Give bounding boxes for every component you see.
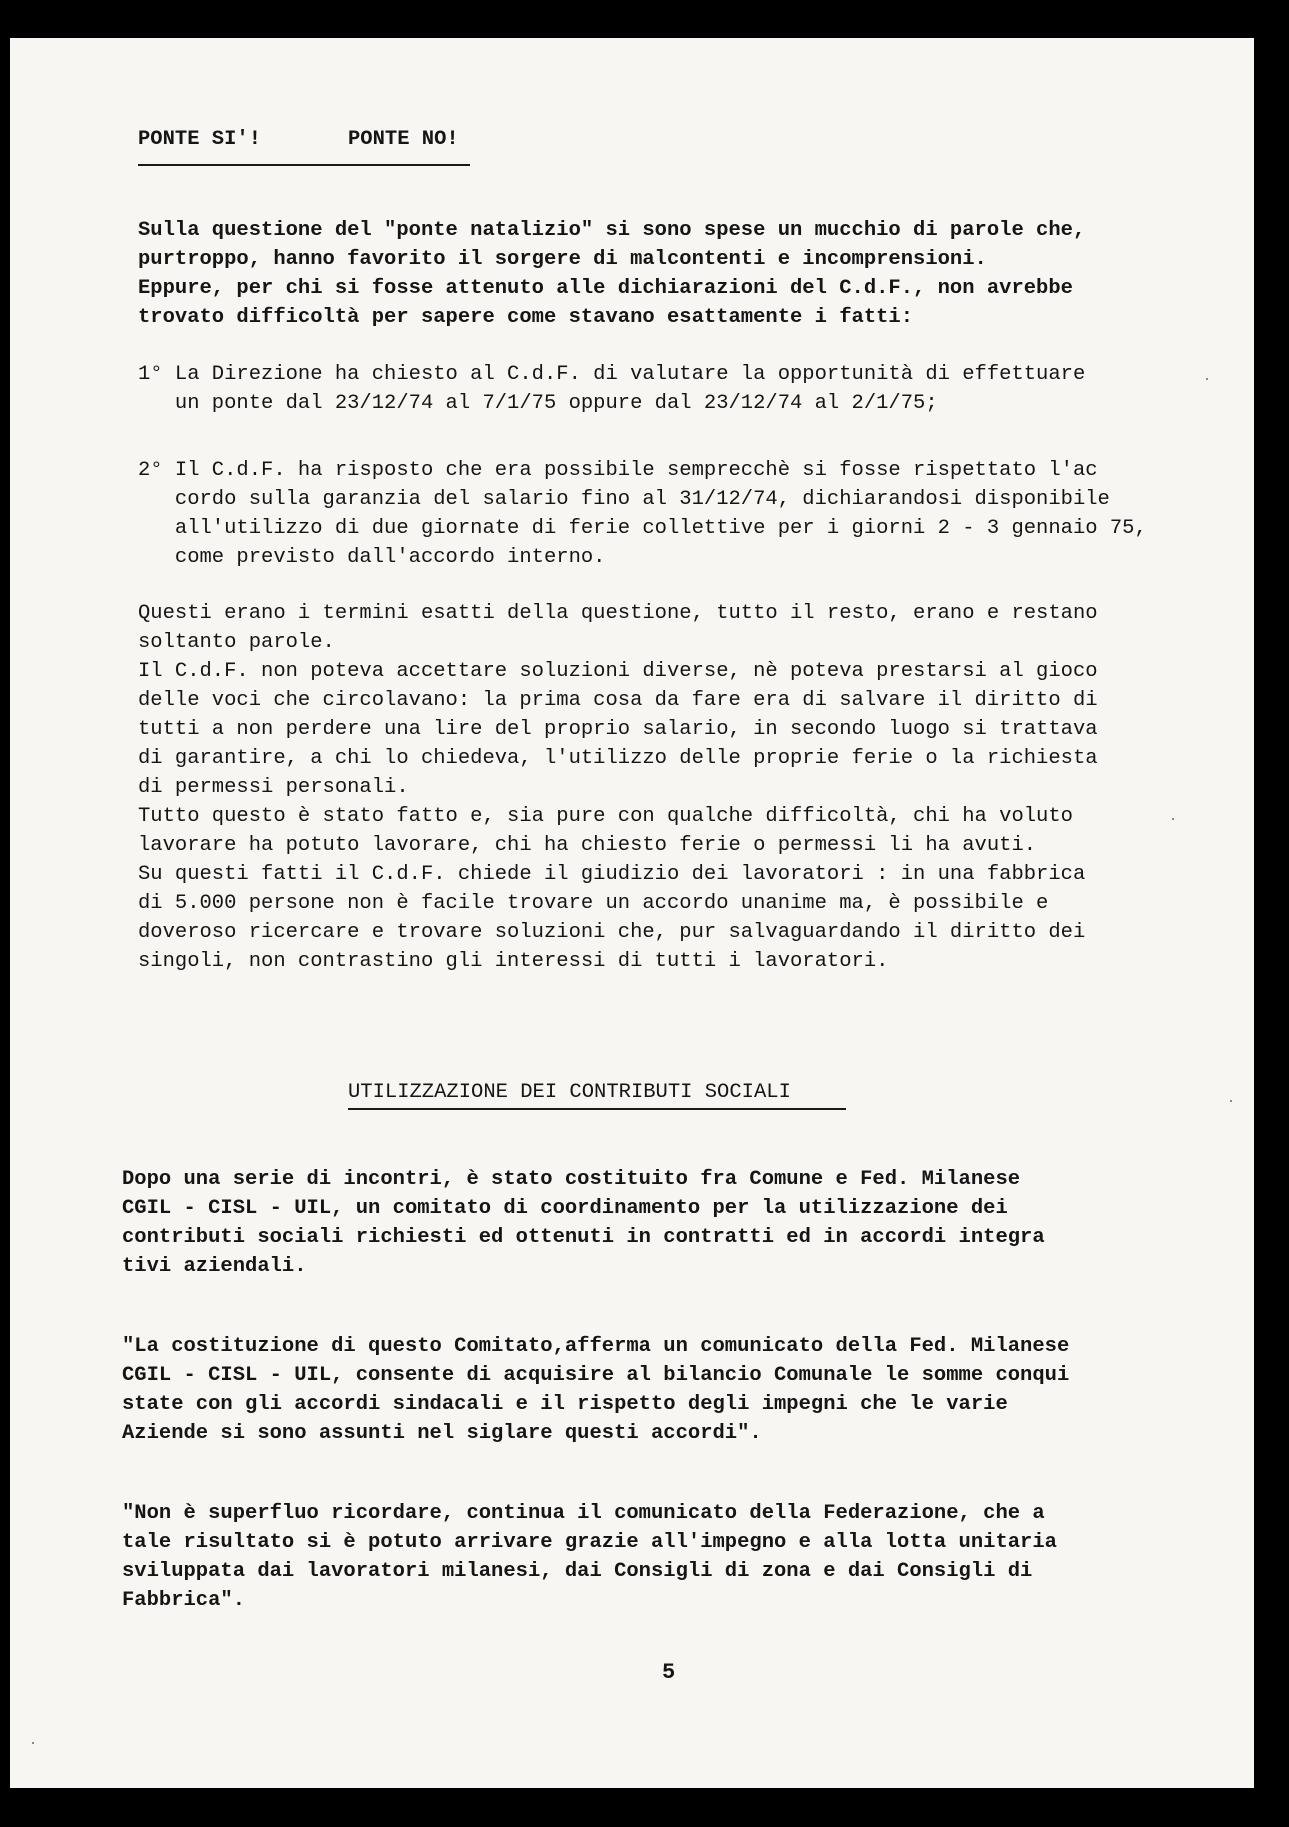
para1-line-1: Dopo una serie di incontri, è stato costituito fra Comune e Fed. Milanese — [122, 1168, 1021, 1191]
intro-line-3: Eppure, per chi si fosse attenuto alle dichiarazioni del C.d.F., non avrebbe — [138, 277, 1073, 300]
body-line-4: delle voci che circolavano: la prima cosa da fare era di salvare il diritto di — [138, 689, 1098, 712]
para3-line-2: tale risultato si è potuto arrivare grazie all'impegno e alla lotta unitaria — [122, 1531, 1057, 1554]
body-line-6: di garantire, a chi lo chiedeva, l'utilizzo delle proprie ferie o la richiesta — [138, 747, 1098, 770]
para3-line-3: sviluppata dai lavoratori milanesi, dai Consigli di zona e dai Consigli di — [122, 1560, 1033, 1583]
scan-speck — [32, 1742, 34, 1744]
scan-speck — [1230, 1100, 1232, 1102]
para1-line-3: contributi sociali richiesti ed ottenuti in contratti ed in accordi integra — [122, 1226, 1045, 1249]
para2-line-3: state con gli accordi sindacali e il rispetto degli impegni che le varie — [122, 1393, 1008, 1416]
para3-line-1: "Non è superfluo ricordare, continua il comunicato della Federazione, che a — [122, 1502, 1045, 1525]
intro-line-1: Sulla questione del "ponte natalizio" si sono spese un mucchio di parole che, — [138, 219, 1086, 242]
body-line-3: Il C.d.F. non poteva accettare soluzioni diverse, nè poteva prestarsi al gioco — [138, 660, 1098, 683]
intro-line-2: purtroppo, hanno favorito il sorgere di malcontenti e incomprensioni. — [138, 248, 987, 271]
body-line-7: di permessi personali. — [138, 776, 409, 799]
body-line-5: tutti a non perdere una lire del proprio salario, in secondo luogo si trattava — [138, 718, 1098, 741]
section2-title-underline — [348, 1108, 846, 1110]
para1-line-2: CGIL - CISL - UIL, un comitato di coordinamento per la utilizzazione dei — [122, 1197, 1008, 1220]
para3-line-4: Fabbrica". — [122, 1589, 246, 1612]
body-line-13: singoli, non contrastino gli interessi di tutti i lavoratori. — [138, 950, 889, 973]
para2-line-4: Aziende si sono assunti nel siglare questi accordi". — [122, 1422, 762, 1445]
point1-line-2: un ponte dal 23/12/74 al 7/1/75 oppure dal 23/12/74 al 2/1/75; — [138, 392, 938, 415]
body-line-8: Tutto questo è stato fatto e, sia pure con qualche difficoltà, chi ha voluto — [138, 805, 1073, 828]
point2-line-1: 2° Il C.d.F. ha risposto che era possibile semprecchè si fosse rispettato l'ac — [138, 459, 1098, 482]
header-underline — [138, 164, 470, 166]
body-line-9: lavorare ha potuto lavorare, chi ha chiesto ferie o permessi li ha avuti. — [138, 834, 1037, 857]
para1-line-4: tivi aziendali. — [122, 1255, 307, 1278]
point2-line-2: cordo sulla garanzia del salario fino al 31/12/74, dichiarandosi disponibile — [138, 488, 1110, 511]
header-right: PONTE NO! — [348, 128, 459, 151]
point1-line-1: 1° La Direzione ha chiesto al C.d.F. di valutare la opportunità di effettuare — [138, 363, 1086, 386]
body-line-12: doveroso ricercare e trovare soluzioni che, pur salvaguardando il diritto dei — [138, 921, 1086, 944]
point2-line-3: all'utilizzo di due giornate di ferie collettive per i giorni 2 - 3 gennaio 75, — [138, 517, 1147, 540]
intro-line-4: trovato difficoltà per sapere come stavano esattamente i fatti: — [138, 306, 914, 329]
body-line-1: Questi erano i termini esatti della questione, tutto il resto, erano e restano — [138, 602, 1098, 625]
header-left: PONTE SI'! — [138, 128, 262, 151]
para2-line-1: "La costituzione di questo Comitato,afferma un comunicato della Fed. Milanese — [122, 1335, 1070, 1358]
body-line-11: di 5.000 persone non è facile trovare un accordo unanime ma, è possibile e — [138, 892, 1049, 915]
scan-speck — [1206, 378, 1208, 380]
para2-line-2: CGIL - CISL - UIL, consente di acquisire al bilancio Comunale le somme conqui — [122, 1364, 1070, 1387]
point2-line-4: come previsto dall'accordo interno. — [138, 546, 606, 569]
page-number: 5 — [662, 1660, 676, 1685]
section2-title: UTILIZZAZIONE DEI CONTRIBUTI SOCIALI — [348, 1081, 791, 1104]
body-line-2: soltanto parole. — [138, 631, 335, 654]
document-page — [10, 38, 1254, 1788]
scan-speck — [1172, 818, 1174, 820]
body-line-10: Su questi fatti il C.d.F. chiede il giudizio dei lavoratori : in una fabbrica — [138, 863, 1086, 886]
